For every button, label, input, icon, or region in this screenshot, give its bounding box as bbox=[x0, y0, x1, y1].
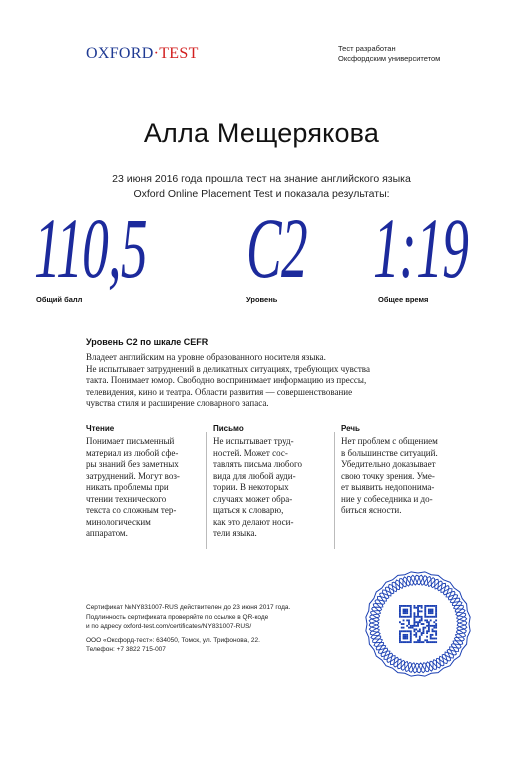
qr-module bbox=[413, 641, 415, 643]
qr-module bbox=[433, 625, 435, 627]
qr-module bbox=[424, 619, 426, 621]
qr-module bbox=[406, 616, 408, 618]
qr-module bbox=[432, 609, 434, 611]
logo-separator-dot: · bbox=[153, 45, 160, 62]
qr-module bbox=[404, 641, 406, 643]
qr-module bbox=[421, 607, 423, 609]
qr-module bbox=[424, 607, 426, 609]
level-description-line-3: такта. Понимает юмор. Свободно воспринимает информацию из прессы, bbox=[86, 375, 367, 385]
footer-certificate-validity: Сертификат №NY831007-RUS действителен до 23 июня 2017 года. bbox=[86, 604, 291, 611]
qr-module bbox=[432, 641, 434, 643]
level-description-line-5: чувства стиля и расширение словарного запаса. bbox=[86, 398, 269, 408]
qr-module bbox=[424, 616, 426, 618]
qr-module bbox=[430, 636, 432, 638]
qr-module bbox=[410, 634, 412, 636]
qr-module bbox=[432, 634, 434, 636]
qr-module bbox=[408, 627, 410, 629]
skill-speaking-text: Нет проблем с общением в большинстве ситуаций. Убедительно доказывает свою точку зрения. Уме- ет выявить недопонима- ние у собеседника и до- биться ясности. bbox=[341, 436, 438, 515]
qr-module bbox=[406, 612, 408, 614]
qr-module bbox=[419, 610, 421, 612]
qr-module bbox=[404, 636, 406, 638]
qr-module bbox=[424, 627, 426, 629]
qr-module bbox=[417, 621, 419, 623]
qr-module bbox=[413, 629, 415, 631]
qr-module bbox=[415, 641, 417, 643]
qr-module bbox=[413, 618, 415, 620]
qr-module bbox=[415, 616, 417, 618]
qr-module bbox=[408, 605, 410, 607]
qr-module bbox=[403, 619, 405, 621]
candidate-name: Алла Мещерякова bbox=[143, 118, 380, 148]
qr-module bbox=[435, 605, 437, 607]
qr-module bbox=[432, 630, 434, 632]
qr-module bbox=[403, 634, 405, 636]
qr-module bbox=[417, 605, 419, 607]
qr-module bbox=[413, 630, 415, 632]
qr-module bbox=[408, 623, 410, 625]
qr-module bbox=[399, 641, 401, 643]
qr-module bbox=[406, 641, 408, 643]
qr-module bbox=[430, 616, 432, 618]
qr-module bbox=[406, 610, 408, 612]
qr-module bbox=[413, 634, 415, 636]
skill-speaking-title: Речь bbox=[341, 424, 360, 433]
level-description-text bbox=[86, 352, 391, 410]
qr-module bbox=[435, 630, 437, 632]
qr-module bbox=[424, 609, 426, 611]
qr-module bbox=[426, 621, 428, 623]
qr-module bbox=[404, 634, 406, 636]
qr-code-seal[interactable] bbox=[365, 571, 471, 677]
total-score-label: Общий балл bbox=[36, 295, 83, 304]
qr-module bbox=[432, 610, 434, 612]
qr-module bbox=[428, 641, 430, 643]
qr-module bbox=[417, 614, 419, 616]
qr-module bbox=[410, 632, 412, 634]
qr-module bbox=[419, 629, 421, 631]
qr-module bbox=[430, 605, 432, 607]
qr-module bbox=[417, 623, 419, 625]
level-label: Уровень bbox=[246, 295, 278, 304]
qr-module bbox=[426, 639, 428, 641]
logo-test-text: TEST bbox=[159, 45, 199, 62]
qr-module bbox=[430, 612, 432, 614]
qr-module bbox=[399, 610, 401, 612]
qr-module bbox=[421, 623, 423, 625]
qr-module bbox=[430, 638, 432, 640]
qr-module bbox=[410, 607, 412, 609]
qr-module bbox=[424, 610, 426, 612]
qr-module bbox=[419, 639, 421, 641]
qr-module bbox=[428, 621, 430, 623]
intro-line-1: 23 июня 2016 года прошла тест на знание английского языка bbox=[112, 173, 411, 185]
qr-module bbox=[426, 632, 428, 634]
qr-module bbox=[421, 632, 423, 634]
intro-text bbox=[0, 172, 523, 202]
qr-module bbox=[401, 616, 403, 618]
skill-writing-text: Не испытывает труд- ностей. Может сос- тавлять письма любого вида для любой ауди- тории. В некоторых случаях может обра- щаться к словарю, как это делают носи- тели языка. bbox=[213, 436, 302, 538]
qr-module bbox=[415, 634, 417, 636]
qr-module bbox=[410, 605, 412, 607]
qr-module bbox=[399, 614, 401, 616]
qr-module bbox=[401, 627, 403, 629]
qr-module bbox=[430, 634, 432, 636]
qr-module bbox=[419, 605, 421, 607]
developer-note bbox=[338, 44, 440, 64]
qr-module bbox=[428, 616, 430, 618]
qr-module bbox=[415, 636, 417, 638]
qr-module bbox=[433, 638, 435, 640]
qr-module bbox=[430, 619, 432, 621]
qr-module bbox=[426, 636, 428, 638]
qr-module bbox=[419, 619, 421, 621]
developer-line-1: Тест разработан bbox=[338, 44, 396, 53]
level-description-line-4: телевидения, кино и театра. Области развития — совершенствование bbox=[86, 386, 353, 397]
qr-module bbox=[399, 636, 401, 638]
qr-module bbox=[415, 629, 417, 631]
qr-module bbox=[399, 612, 401, 614]
qr-module bbox=[413, 612, 415, 614]
qr-module bbox=[433, 621, 435, 623]
qr-module bbox=[399, 609, 401, 611]
qr-module bbox=[413, 625, 415, 627]
qr-module bbox=[403, 627, 405, 629]
qr-module bbox=[410, 616, 412, 618]
qr-module bbox=[410, 639, 412, 641]
level-description-line-1: Владеет английским на уровне образованного носителя языка. bbox=[86, 352, 326, 362]
qr-module bbox=[406, 638, 408, 640]
qr-module bbox=[415, 625, 417, 627]
qr-module bbox=[432, 629, 434, 631]
qr-module bbox=[433, 627, 435, 629]
qr-module bbox=[408, 619, 410, 621]
qr-module bbox=[421, 619, 423, 621]
column-divider bbox=[206, 432, 207, 549]
qr-module bbox=[410, 625, 412, 627]
qr-module bbox=[417, 630, 419, 632]
qr-module bbox=[413, 616, 415, 618]
qr-module bbox=[423, 623, 425, 625]
column-divider bbox=[334, 432, 335, 549]
qr-module bbox=[404, 638, 406, 640]
qr-module bbox=[406, 634, 408, 636]
qr-module bbox=[399, 639, 401, 641]
qr-module bbox=[404, 610, 406, 612]
qr-module bbox=[435, 634, 437, 636]
level-description-line-2: Не испытывает затруднений в деликатных ситуациях, требующих чувства bbox=[86, 363, 370, 374]
qr-module bbox=[428, 625, 430, 627]
qr-module bbox=[435, 610, 437, 612]
qr-module bbox=[430, 609, 432, 611]
oxford-test-logo bbox=[86, 45, 199, 63]
qr-module bbox=[435, 641, 437, 643]
qr-module bbox=[413, 614, 415, 616]
qr-module bbox=[426, 616, 428, 618]
intro-line-2: Oxford Online Placement Test и показала результаты: bbox=[133, 188, 390, 200]
qr-module bbox=[430, 641, 432, 643]
qr-module bbox=[428, 605, 430, 607]
qr-module bbox=[421, 610, 423, 612]
qr-module bbox=[408, 621, 410, 623]
qr-module bbox=[399, 634, 401, 636]
qr-module bbox=[406, 636, 408, 638]
qr-module bbox=[419, 616, 421, 618]
qr-module bbox=[399, 605, 401, 607]
qr-module bbox=[426, 619, 428, 621]
qr-module bbox=[430, 625, 432, 627]
qr-module bbox=[401, 605, 403, 607]
qr-module bbox=[421, 634, 423, 636]
qr-module bbox=[430, 610, 432, 612]
qr-module bbox=[406, 609, 408, 611]
qr-module bbox=[417, 612, 419, 614]
qr-module bbox=[417, 639, 419, 641]
qr-module bbox=[428, 627, 430, 629]
qr-module bbox=[403, 636, 405, 638]
qr-module bbox=[403, 612, 405, 614]
qr-module bbox=[435, 638, 437, 640]
qr-module bbox=[399, 632, 401, 634]
qr-module bbox=[435, 625, 437, 627]
qr-module bbox=[421, 618, 423, 620]
qr-module bbox=[419, 621, 421, 623]
qr-module bbox=[419, 636, 421, 638]
qr-module bbox=[433, 605, 435, 607]
qr-module bbox=[417, 609, 419, 611]
level-description-title: Уровень C2 по шкале CEFR bbox=[86, 337, 209, 347]
qr-module bbox=[399, 616, 401, 618]
qr-module bbox=[428, 623, 430, 625]
qr-module bbox=[424, 612, 426, 614]
qr-module bbox=[399, 607, 401, 609]
qr-module bbox=[403, 610, 405, 612]
skill-reading-text: Понимает письменный материал из любой сфе- ры знаний без заметных затруднений. Могут воз- никать проблемы при чтении технического текста со сложным тер- минологическим аппаратом. bbox=[86, 436, 180, 538]
qr-module bbox=[424, 605, 426, 607]
qr-module bbox=[421, 641, 423, 643]
qr-module bbox=[435, 612, 437, 614]
qr-module bbox=[408, 630, 410, 632]
qr-module bbox=[433, 641, 435, 643]
qr-module bbox=[428, 629, 430, 631]
qr-module bbox=[403, 616, 405, 618]
qr-module bbox=[423, 641, 425, 643]
skill-reading-title: Чтение bbox=[86, 424, 115, 433]
qr-module bbox=[404, 630, 406, 632]
qr-module bbox=[413, 619, 415, 621]
qr-module bbox=[417, 641, 419, 643]
qr-module bbox=[419, 638, 421, 640]
qr-module bbox=[421, 616, 423, 618]
qr-module bbox=[413, 623, 415, 625]
qr-module bbox=[406, 625, 408, 627]
qr-module bbox=[435, 609, 437, 611]
qr-module bbox=[410, 638, 412, 640]
qr-module bbox=[412, 625, 414, 627]
qr-module bbox=[403, 641, 405, 643]
qr-module bbox=[423, 632, 425, 634]
qr-module bbox=[423, 630, 425, 632]
qr-module bbox=[410, 610, 412, 612]
qr-module bbox=[413, 605, 415, 607]
total-time-label: Общее время bbox=[378, 295, 429, 304]
qr-module bbox=[435, 627, 437, 629]
qr-module bbox=[428, 612, 430, 614]
qr-module bbox=[426, 630, 428, 632]
qr-module bbox=[417, 607, 419, 609]
qr-module bbox=[413, 607, 415, 609]
qr-module bbox=[403, 630, 405, 632]
qr-module bbox=[406, 605, 408, 607]
qr-module bbox=[403, 638, 405, 640]
qr-module bbox=[404, 609, 406, 611]
qr-module bbox=[415, 607, 417, 609]
qr-module bbox=[415, 621, 417, 623]
qr-module bbox=[435, 619, 437, 621]
qr-module bbox=[419, 641, 421, 643]
qr-module bbox=[401, 630, 403, 632]
qr-module bbox=[399, 621, 401, 623]
qr-module bbox=[401, 623, 403, 625]
footer-verification-url: и по адресу oxford-test.com/certificates/NY831007-RUS/ bbox=[86, 623, 252, 630]
qr-module bbox=[423, 627, 425, 629]
qr-module bbox=[410, 630, 412, 632]
qr-module bbox=[403, 623, 405, 625]
qr-module bbox=[404, 612, 406, 614]
qr-module bbox=[424, 639, 426, 641]
qr-module bbox=[415, 632, 417, 634]
qr-module bbox=[412, 627, 414, 629]
qr-module bbox=[417, 610, 419, 612]
qr-module bbox=[399, 630, 401, 632]
qr-module bbox=[410, 612, 412, 614]
qr-module bbox=[432, 612, 434, 614]
qr-module bbox=[404, 605, 406, 607]
qr-module bbox=[410, 636, 412, 638]
qr-module bbox=[433, 616, 435, 618]
qr-module bbox=[428, 630, 430, 632]
qr-module bbox=[426, 625, 428, 627]
qr-module bbox=[435, 616, 437, 618]
qr-module bbox=[428, 609, 430, 611]
qr-module bbox=[432, 638, 434, 640]
qr-module bbox=[408, 616, 410, 618]
skill-writing-title: Письмо bbox=[213, 424, 244, 433]
qr-module bbox=[410, 614, 412, 616]
qr-module bbox=[435, 623, 437, 625]
qr-module bbox=[410, 641, 412, 643]
qr-module bbox=[433, 630, 435, 632]
qr-module bbox=[435, 607, 437, 609]
qr-module bbox=[419, 630, 421, 632]
qr-module bbox=[401, 641, 403, 643]
certificate-footer bbox=[86, 603, 290, 655]
developer-line-2: Оксфордским университетом bbox=[338, 54, 441, 63]
qr-module bbox=[423, 629, 425, 631]
qr-module bbox=[432, 605, 434, 607]
qr-module bbox=[410, 609, 412, 611]
qr-module bbox=[406, 630, 408, 632]
footer-phone: Телефон: +7 3822 715-007 bbox=[86, 646, 166, 653]
footer-company-address: ООО «Оксфорд-тест»: 634050, Томск, ул. Трифонова, 22. bbox=[86, 636, 260, 644]
qr-module bbox=[426, 605, 428, 607]
qr-module bbox=[421, 605, 423, 607]
qr-module bbox=[426, 641, 428, 643]
qr-module bbox=[406, 619, 408, 621]
total-time-value: 1:19 bbox=[373, 200, 469, 296]
qr-module bbox=[413, 621, 415, 623]
level-value: C2 bbox=[246, 200, 307, 296]
qr-module bbox=[417, 625, 419, 627]
total-score-value: 110,5 bbox=[34, 200, 147, 296]
qr-module bbox=[435, 614, 437, 616]
qr-module bbox=[408, 641, 410, 643]
qr-module bbox=[410, 627, 412, 629]
qr-module bbox=[417, 616, 419, 618]
qr-module bbox=[428, 610, 430, 612]
qr-module bbox=[432, 616, 434, 618]
qr-module bbox=[424, 614, 426, 616]
qr-module bbox=[435, 632, 437, 634]
qr-module bbox=[403, 609, 405, 611]
qr-module bbox=[432, 625, 434, 627]
logo-oxford-text: OXFORD bbox=[86, 45, 154, 62]
qr-module bbox=[403, 605, 405, 607]
footer-verification-note: Подлинность сертификата проверяйте по ссылке в QR-коде bbox=[86, 613, 269, 621]
qr-module bbox=[404, 616, 406, 618]
qr-module bbox=[399, 638, 401, 640]
